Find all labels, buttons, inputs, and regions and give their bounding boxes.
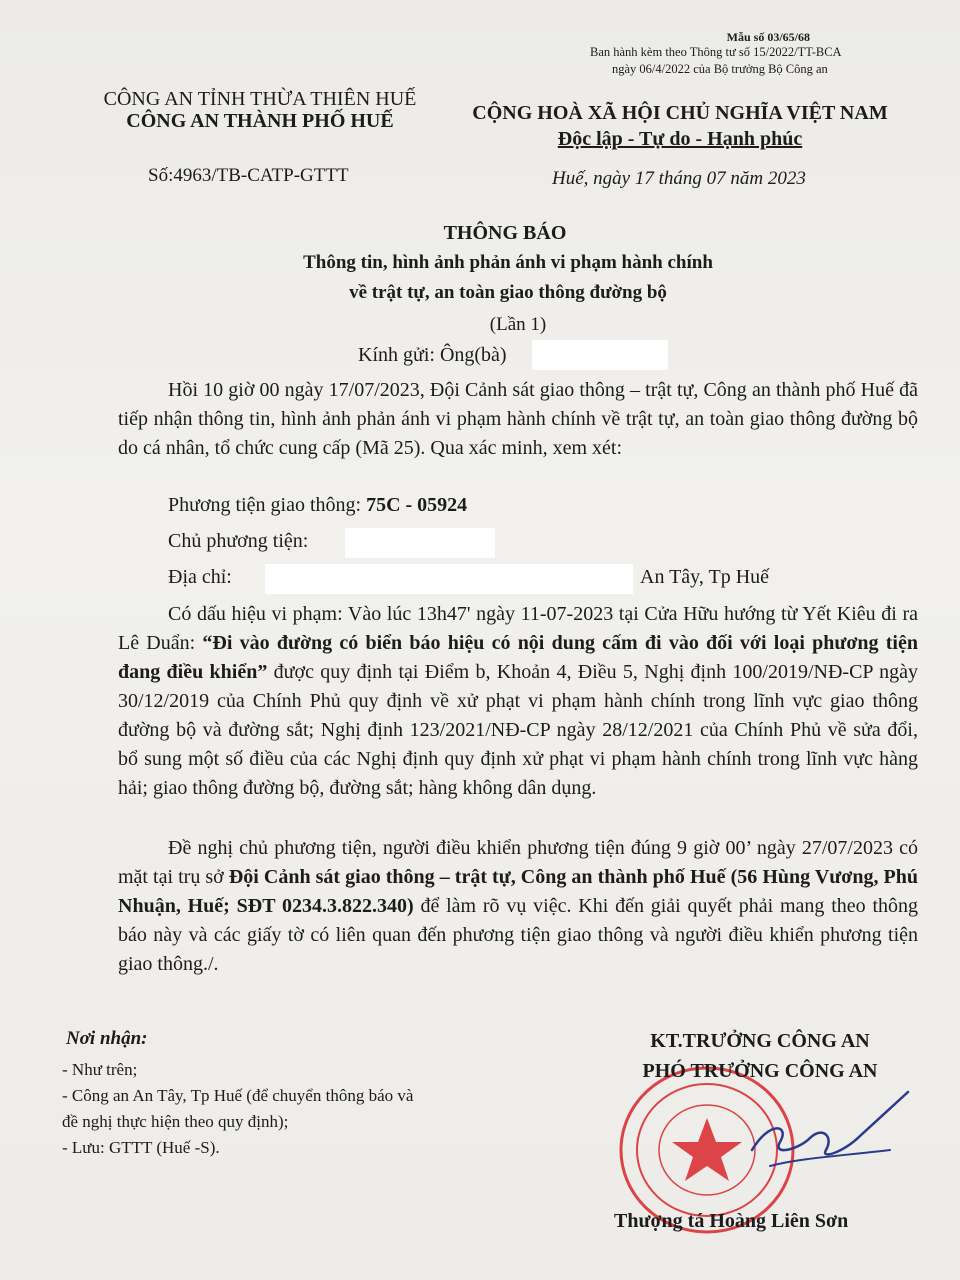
redacted-owner [345,528,495,558]
document-subtitle-line1: Thông tin, hình ảnh phản ánh vi phạm hành chính [303,252,713,273]
attempt-number: (Lần 1) [489,314,547,335]
recipients-heading: Nơi nhận: [66,1028,148,1049]
signature-title2: PHÓ TRƯỞNG CÔNG AN [642,1060,878,1082]
vehicle-label: Phương tiện giao thông: [168,494,367,516]
handwritten-signature-icon [740,1080,920,1200]
paragraph-intro-text: Hồi 10 giờ 00 ngày 17/07/2023, Đội Cảnh sát giao thông – trật tự, Công an thành phố Huế đã tiếp nhận thông tin, hình ảnh phản ánh vi phạm hành chính về trật tự, an toàn giao thông đường bộ do cá nhân, tổ chức cung cấp (Mã 25). Qua xác minh, xem xét: [118,379,918,459]
agency-parent: CÔNG AN TỈNH THỪA THIÊN HUẾ [103,88,417,110]
recipient-salutation: Kính gửi: Ông(bà) [358,344,507,366]
issued-note-line2: ngày 06/4/2022 của Bộ trưởng Bộ Công an [612,62,828,76]
request-instructions: để làm rõ vụ việc. Khi đến giải quyết phải mang theo thông báo này và các giấy tờ có liên quan đến phương tiện giao thông và người điều khiển phương tiện giao thông./. [118,895,919,975]
recipient-item: - Như trên; [62,1060,138,1079]
nation-name: CỘNG HOÀ XÃ HỘI CHỦ NGHĨA VIỆT NAM [472,102,888,124]
national-header [440,100,920,152]
redacted-address [265,564,633,594]
paragraph-violation [118,600,918,803]
issued-note-line1: Ban hành kèm theo Thông tư số 15/2022/TT-BCA [590,45,842,59]
redacted-name [532,340,668,370]
recipient-item: - Công an An Tây, Tp Huế (để chuyển thông báo và [62,1086,414,1105]
violation-description: “Đi vào đường có biển báo hiệu có nội dung cấm đi vào đối với loại phương tiện đang điều khiển” [118,632,918,683]
paragraph-intro [118,376,918,463]
violation-legal-basis: được quy định tại Điểm b, Khoản 4, Điều 5, Nghị định 100/2019/NĐ-CP ngày 30/12/2019 của Chính Phủ quy định về xử phạt vi phạm hành chính trong lĩnh vực giao thông đường bộ và đường sắt; Nghị định 123/2021/NĐ-CP ngày 28/12/2021 của Chính Phủ về sửa đổi, bổ sung một số điều của các Nghị định quy định xử phạt vi phạm hành chính trong lĩnh vực hàng hải; giao thông đường bộ, đường sắt; hàng không dân dụng. [118,661,918,799]
address-label: Địa chỉ: [168,566,232,588]
form-number: Mẫu số 03/65/68 [726,30,810,44]
address-line [168,566,232,589]
motto: Độc lập - Tự do - Hạnh phúc [557,128,803,150]
request-location: Đội Cảnh sát giao thông – trật tự, Công an thành phố Huế (56 Hùng Vương, Phú Nhuận, Huế; SĐT 0234.3.822.340) [118,866,918,917]
violation-intro: Có dấu hiệu vi phạm: Vào lúc 13h47' ngày 11-07-2023 tại Cửa Hữu hướng từ Yết Kiêu đi ra Lê Duẩn: [118,603,918,654]
recipient-item: - Lưu: GTTT (Huế -S). [62,1138,220,1157]
document-number: Số:4963/TB-CATP-GTTT [148,165,349,186]
signer-name: Thượng tá Hoàng Liên Sơn [614,1210,849,1232]
paragraph-request [118,834,918,979]
owner-label: Chủ phương tiện: [168,530,309,552]
address-tail: An Tây, Tp Huế [640,566,770,588]
request-intro: Đề nghị chủ phương tiện, người điều khiển phương tiện đúng 9 giờ 00’ ngày 27/07/2023 có mặt tại trụ sở [118,837,918,888]
signature-title1: KT.TRƯỞNG CÔNG AN [650,1030,870,1052]
owner-line [168,530,308,553]
place-date: Huế, ngày 17 tháng 07 năm 2023 [552,168,806,189]
vehicle-plate: 75C - 05924 [366,494,468,516]
document-title: THÔNG BÁO [443,222,567,244]
vehicle-line [168,494,467,517]
agency-name: CÔNG AN THÀNH PHỐ HUẾ [126,110,394,132]
recipient-item: đề nghị thực hiện theo quy định); [62,1112,289,1131]
agency-header [60,88,460,132]
document-subtitle-line2: về trật tự, an toàn giao thông đường bộ [349,282,667,303]
